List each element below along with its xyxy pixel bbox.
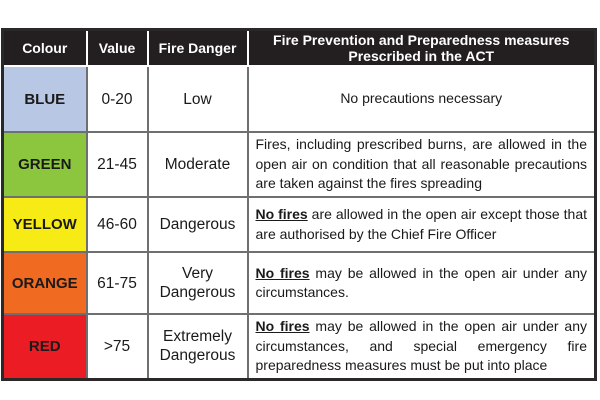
fire-danger-cell: Low [148, 66, 248, 132]
measure-text: No precautions necessary [340, 90, 503, 107]
measures-cell [248, 132, 596, 197]
measures-cell [248, 252, 596, 314]
measure-text: Fires, including prescribed burns, are allowed in the open air on condition that all reasonable precautions are taken against the fires spreading [255, 136, 587, 192]
value-cell: >75 [87, 314, 148, 379]
measure-text: may be allowed in the open air under any circumstances, and special emergency fire preparedness measures must be put into place [255, 318, 588, 373]
colour-swatch-red: RED [3, 314, 87, 379]
measure-text: are allowed in the open air except those that are authorised by the Chief Fire Officer [255, 206, 587, 242]
table-row-blue [3, 66, 596, 132]
table-row-red [3, 314, 596, 379]
no-fires-emphasis: No fires [255, 206, 308, 222]
value-cell: 0-20 [87, 66, 148, 132]
no-fires-emphasis: No fires [255, 318, 310, 334]
table-row-orange [3, 252, 596, 314]
measures-cell [248, 197, 596, 252]
measures-cell [248, 314, 596, 379]
value-cell: 61-75 [87, 252, 148, 314]
table-header-row [3, 30, 596, 67]
table-row-yellow [3, 197, 596, 252]
no-fires-emphasis: No fires [255, 264, 310, 281]
colour-swatch-blue: BLUE [3, 66, 87, 132]
fire-danger-table [1, 28, 597, 381]
fire-danger-cell: Very Dangerous [148, 252, 248, 314]
colour-swatch-orange: ORANGE [3, 252, 87, 314]
fire-danger-cell: Dangerous [148, 197, 248, 252]
colour-swatch-green: GREEN [3, 132, 87, 197]
fire-danger-cell: Extremely Dangerous [148, 314, 248, 379]
column-header-value: Value [87, 30, 148, 67]
value-cell: 46-60 [87, 197, 148, 252]
column-header-fire-danger: Fire Danger [148, 30, 248, 67]
fire-danger-cell: Moderate [148, 132, 248, 197]
table-row-green [3, 132, 596, 197]
measures-cell [248, 66, 596, 132]
value-cell: 21-45 [87, 132, 148, 197]
colour-swatch-yellow: YELLOW [3, 197, 87, 252]
column-header-measures: Fire Prevention and Preparedness measures Prescribed in the ACT [248, 30, 596, 67]
measure-text: may be allowed in the open air under any circumstances. [255, 264, 588, 300]
column-header-colour: Colour [3, 30, 87, 67]
